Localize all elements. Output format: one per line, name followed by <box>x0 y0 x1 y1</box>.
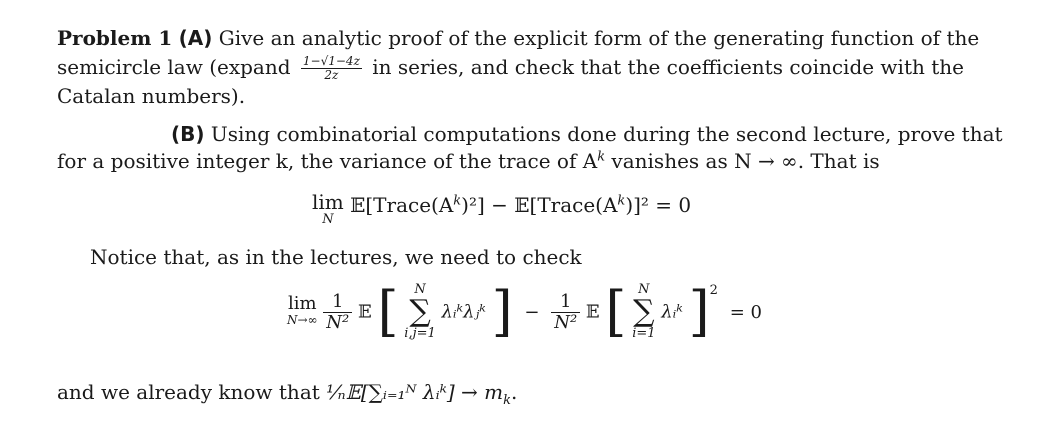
eq2-minus: − <box>524 301 540 323</box>
eq2-sum-2: N ∑ i=1 <box>632 282 656 341</box>
part-b-tag: (B) <box>171 122 205 146</box>
eq2-sum-1: N ∑ i,j=1 <box>404 282 436 341</box>
eq2-power: 2 <box>709 283 718 298</box>
eq2-right-bracket-2: ] <box>688 280 710 343</box>
eq1-exponent-1: k <box>453 193 462 209</box>
eq1-limit: lim N <box>312 190 344 227</box>
fraction-numerator: 1−√1−4z <box>302 54 360 68</box>
problem-label: Problem 1 <box>57 26 173 50</box>
final-math: ¹⁄ₙ𝔼[∑ᵢ₌₁ᴺ λᵢᵏ] → m <box>326 380 504 404</box>
part-b-line-1 <box>171 122 1003 146</box>
part-b-text-2-post: vanishes as N → ∞. That is <box>605 149 880 173</box>
eq2-right-bracket-1: ] <box>491 280 513 343</box>
final-subscript: k <box>503 393 512 408</box>
eq2-term-2: λᵢᵏ <box>661 301 683 323</box>
eq2-fraction-1: $\frac{1}{\text{N²}}$ <box>323 292 352 333</box>
equation-moment-check <box>287 280 762 343</box>
generating-function-fraction <box>301 55 362 82</box>
part-a-tag: (A) <box>178 26 213 50</box>
notice-text: Notice that, as in the lectures, we need to check <box>90 245 582 269</box>
notice-line <box>90 245 582 269</box>
part-a-text-1: Give an analytic proof of the explicit form of the generating function of the <box>218 26 980 50</box>
part-a-text-2-post: in series, and check that the coefficients coincide with the <box>372 55 964 79</box>
fraction-denominator: 2z <box>324 68 339 82</box>
part-a-text-2-pre: semicircle law (expand <box>57 55 291 79</box>
part-b-text-1: Using combinatorial computations done during the second lecture, prove that <box>210 122 1003 146</box>
eq2-fraction-2: $\frac{1}{\text{N²}}$ <box>551 292 580 333</box>
part-a-line-3 <box>57 84 245 108</box>
part-b-text-2: for a positive integer k, the variance of the trace of A <box>57 149 598 173</box>
final-line <box>57 380 517 408</box>
eq2-expectation-1: 𝔼 <box>358 301 372 323</box>
eq2-expectation-2: 𝔼 <box>585 301 600 323</box>
part-b-exponent: k <box>597 149 606 165</box>
final-text: and we already know that <box>57 380 320 404</box>
eq1-end: )]² = 0 <box>625 193 692 217</box>
part-b-line-2 <box>57 149 880 173</box>
eq2-term-1: λᵢᵏλⱼᵏ <box>441 301 486 323</box>
part-a-line-1 <box>57 26 979 50</box>
equation-variance-limit <box>312 190 692 229</box>
eq1-body: 𝔼[Trace(A <box>350 193 454 217</box>
eq1-middle: )²] − 𝔼[Trace(A <box>461 193 618 217</box>
eq2-left-bracket-2: [ <box>605 280 627 343</box>
eq2-left-bracket-1: [ <box>377 280 399 343</box>
part-a-line-2 <box>57 55 964 82</box>
part-a-text-3: Catalan numbers). <box>57 84 246 108</box>
final-period: . <box>511 380 518 404</box>
eq2-result: = 0 <box>729 301 762 323</box>
eq1-exponent-2: k <box>617 193 626 209</box>
eq2-limit: lim N→∞ <box>287 293 318 327</box>
